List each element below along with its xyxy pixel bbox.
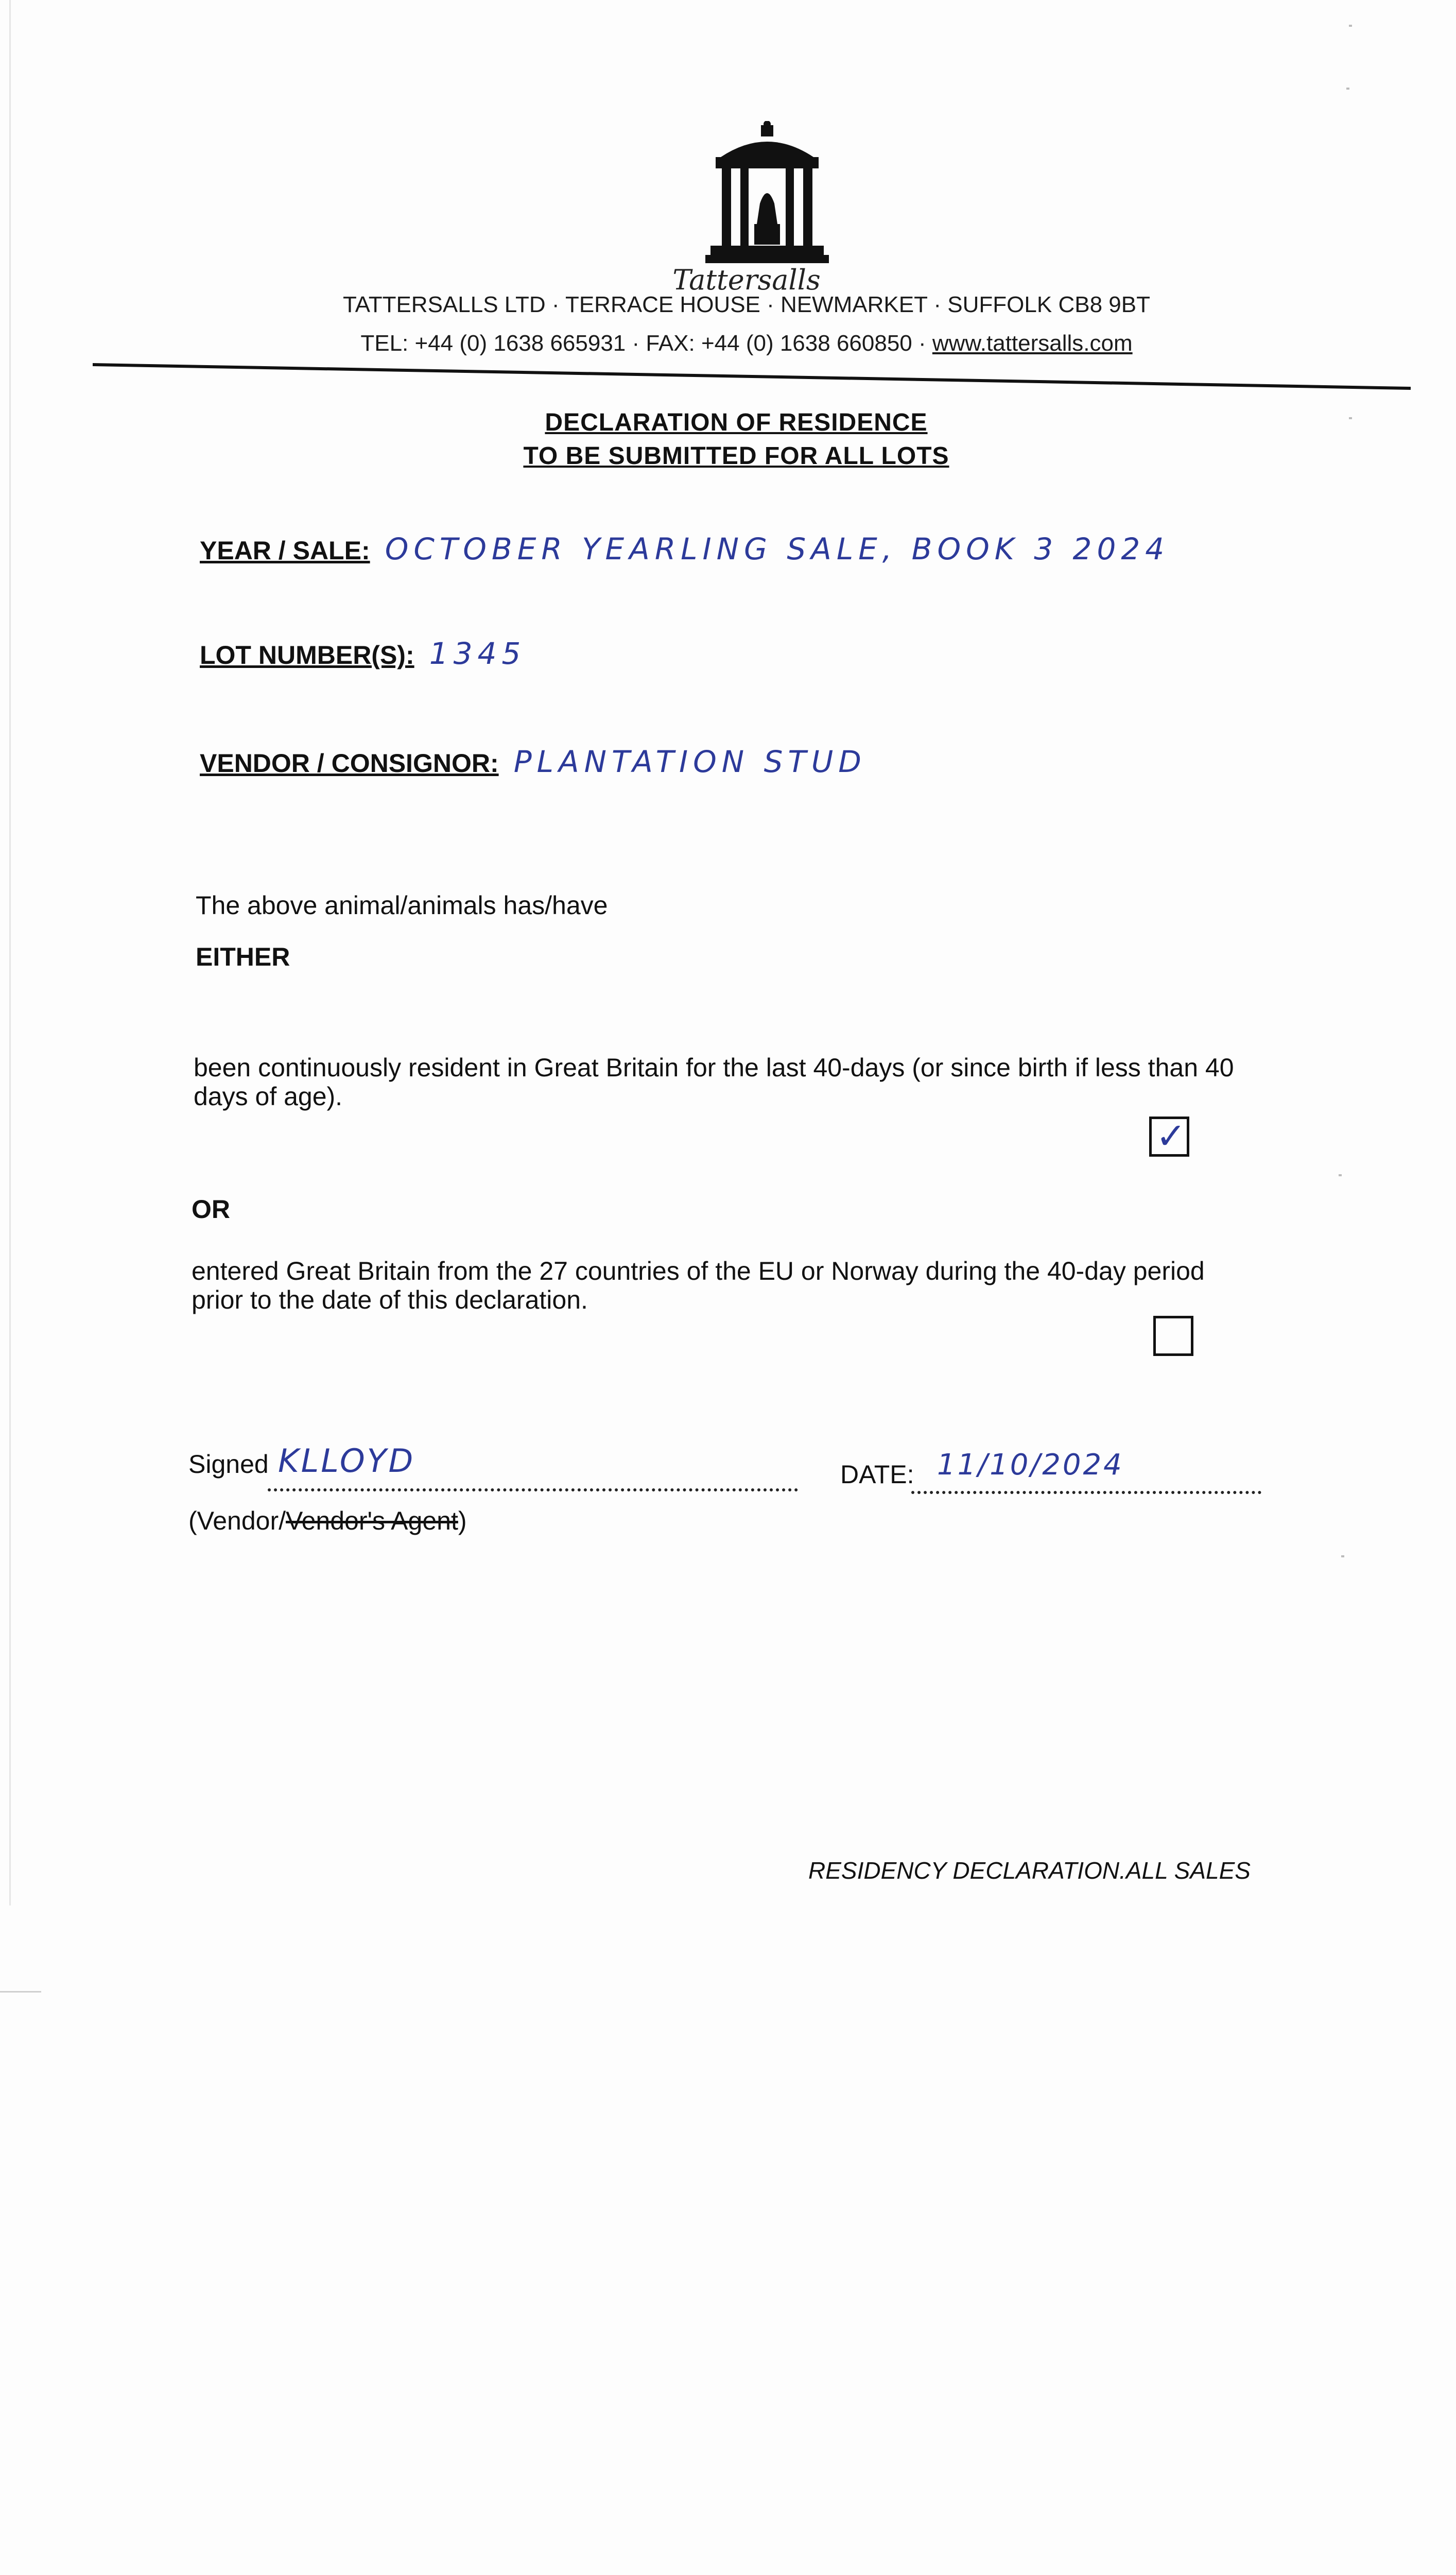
lot-number-value[interactable]: 1345 xyxy=(429,636,526,671)
footer-reference: RESIDENCY DECLARATION.ALL SALES xyxy=(808,1857,1251,1884)
role-close: ) xyxy=(458,1506,467,1535)
vendor-row xyxy=(200,744,866,779)
option-entered-checkbox[interactable] xyxy=(1153,1316,1193,1356)
lot-number-row xyxy=(200,636,526,671)
company-contact xyxy=(309,331,1184,356)
intro-text: The above animal/animals has/have xyxy=(196,891,608,920)
scan-speck xyxy=(1349,25,1352,27)
option-resident-line-1: been continuously resident in Great Britain for the last 40-days (or since birth if less than 40 xyxy=(194,1053,1234,1082)
tattersalls-logo-icon xyxy=(690,121,844,265)
option-entered-text xyxy=(192,1257,1273,1314)
scan-speck xyxy=(1349,417,1352,419)
option-resident-text xyxy=(194,1053,1275,1111)
scan-speck xyxy=(1339,1174,1342,1176)
role-open: (Vendor/ xyxy=(188,1506,286,1535)
option-resident-checkbox[interactable] xyxy=(1149,1117,1189,1157)
document-title: DECLARATION OF RESIDENCE xyxy=(545,409,928,436)
option-entered-line-2: prior to the date of this declaration. xyxy=(192,1285,588,1314)
website-link[interactable]: www.tattersalls.com xyxy=(932,331,1133,356)
vendor-value[interactable]: PLANTATION STUD xyxy=(513,744,866,779)
or-heading: OR xyxy=(192,1195,230,1224)
scan-speck xyxy=(1346,88,1349,90)
lot-number-label: LOT NUMBER(S): xyxy=(200,641,414,670)
checkmark-icon: ✓ xyxy=(1156,1115,1186,1157)
option-resident-line-2: days of age). xyxy=(194,1082,343,1111)
signatory-role xyxy=(188,1506,467,1535)
year-sale-row xyxy=(200,531,1169,566)
page-scan-edge xyxy=(9,0,11,1906)
year-sale-value[interactable]: OCTOBER YEARLING SALE, BOOK 3 2024 xyxy=(385,531,1170,566)
header-divider xyxy=(93,360,1411,392)
role-struck-out: Vendor's Agent xyxy=(286,1506,458,1535)
either-heading: EITHER xyxy=(196,942,290,971)
company-address: TATTERSALLS LTD · TERRACE HOUSE · NEWMARKET · SUFFOLK CB8 9BT xyxy=(343,292,1150,317)
date-value: 11/10/2024 xyxy=(937,1448,1124,1482)
contact-details: TEL: +44 (0) 1638 665931 · FAX: +44 (0) 1638 660850 · xyxy=(360,331,932,356)
signature: KLLOYD xyxy=(278,1442,415,1480)
document-subtitle: TO BE SUBMITTED FOR ALL LOTS xyxy=(523,442,949,470)
scan-mark xyxy=(0,1991,41,1993)
year-sale-label: YEAR / SALE: xyxy=(200,536,370,565)
option-entered-line-1: entered Great Britain from the 27 countries of the EU or Norway during the 40-day period xyxy=(192,1257,1205,1285)
vendor-label: VENDOR / CONSIGNOR: xyxy=(200,749,499,778)
scan-speck xyxy=(1341,1555,1344,1557)
date-label: DATE: xyxy=(840,1460,914,1489)
brand-name: Tattersalls xyxy=(672,264,821,296)
signed-label: Signed xyxy=(188,1450,269,1479)
